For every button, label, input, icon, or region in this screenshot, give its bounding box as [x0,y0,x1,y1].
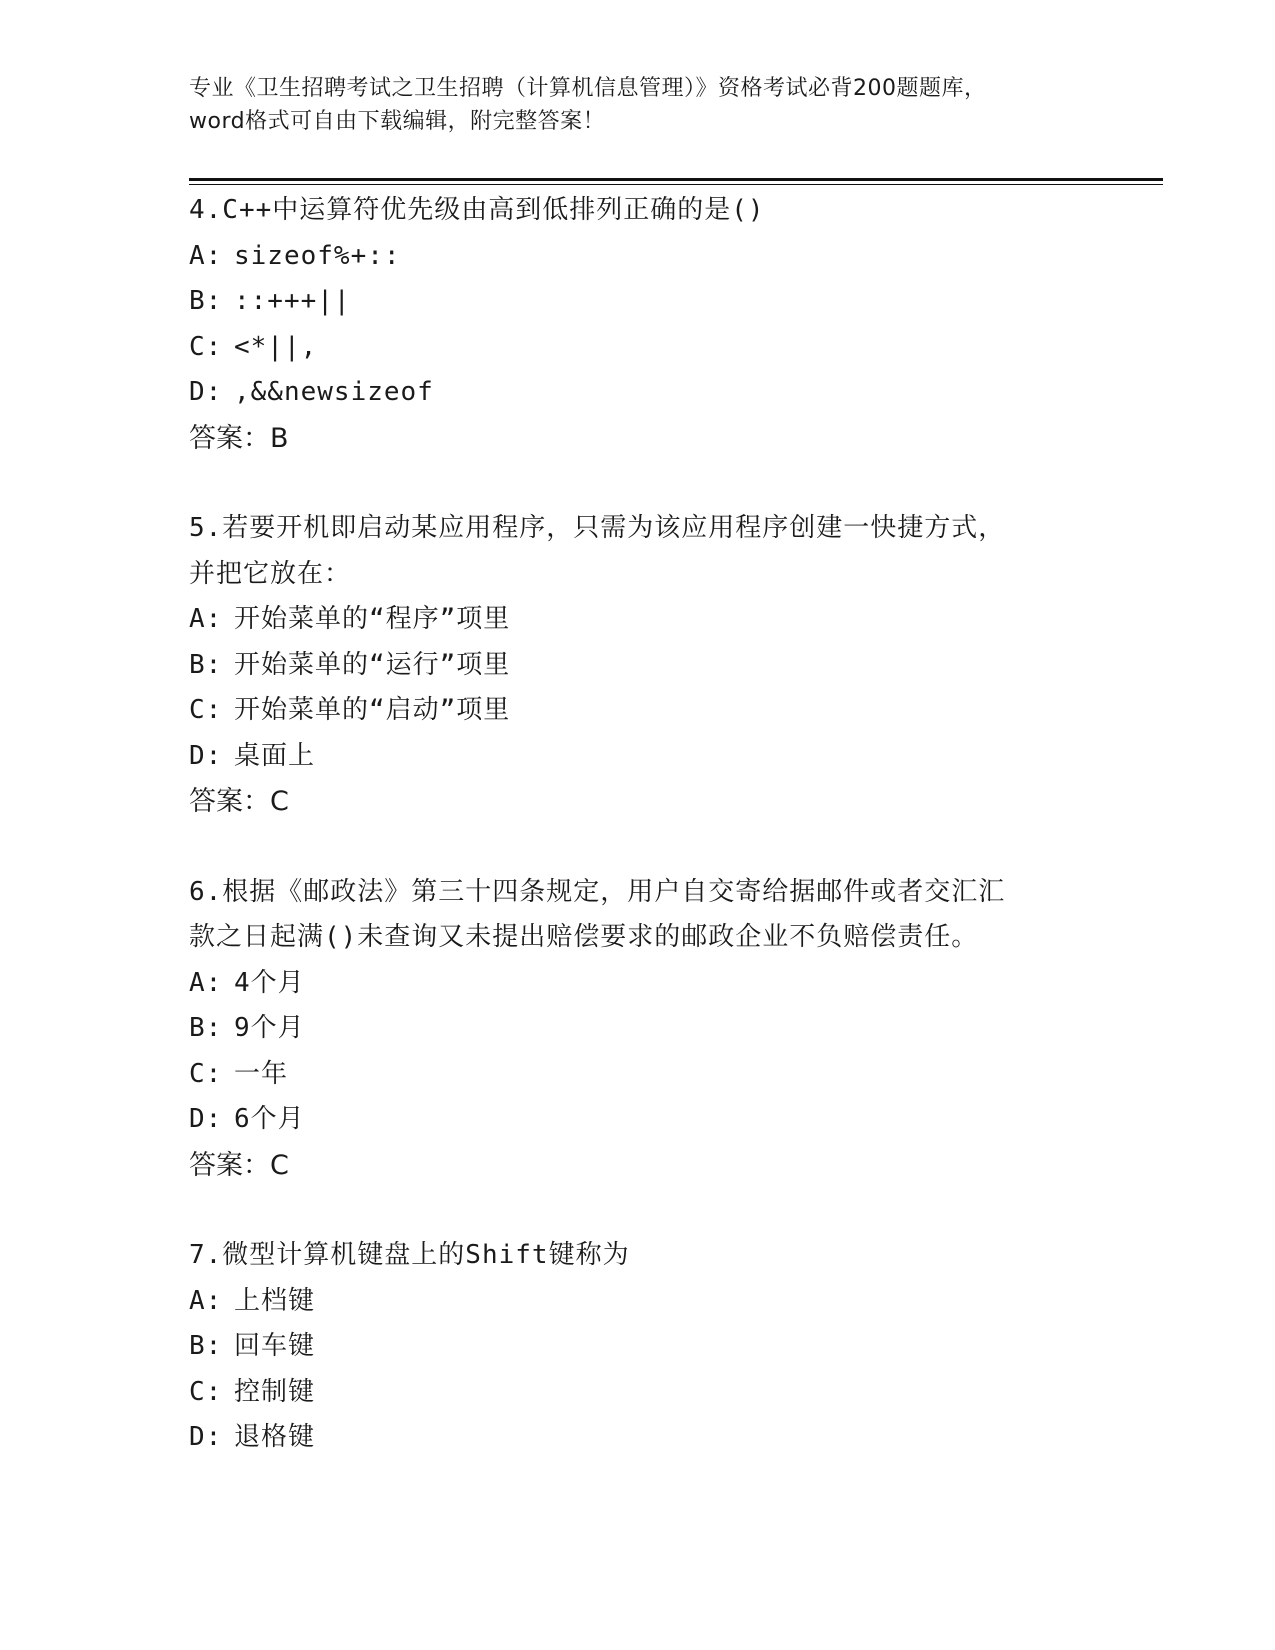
option-text: 9个月 [234,1013,305,1043]
option-text: 回车键 [234,1331,316,1361]
option-text: 桌面上 [234,740,316,771]
option-letter: A: [189,1285,223,1316]
question-stem: 6.根据《邮政法》第三十四条规定，用户自交寄给据邮件或者交汇汇 [189,876,1006,907]
question-stem: 4.C++中运算符优先级由高到低排列正确的是() [189,195,765,225]
question-stem: 7.微型计算机键盘上的Shift键称为 [189,1240,630,1270]
spacer [189,461,1089,506]
option-letter: A: [189,604,223,634]
option-letter: B: [189,1013,223,1043]
option-c [189,1370,1089,1416]
option-b [189,1324,1089,1370]
option-letter: B: [189,286,223,316]
option-text: 开始菜单的“启动”项里 [234,695,511,725]
option-letter: D: [189,1422,223,1452]
header-line-1: 专业《卫生招聘考试之卫生招聘（计算机信息管理）》资格考试必背200题题库， [189,76,987,101]
option-text: ::+++|| [234,286,351,316]
option-b [189,1006,1089,1052]
option-d [189,370,1089,416]
option-letter: A: [189,240,223,271]
option-d [189,1097,1089,1143]
question-6 [189,870,1089,1189]
spacer [189,825,1089,870]
option-a [189,961,1089,1007]
header-divider-thin [189,184,1163,185]
option-letter: B: [189,649,223,680]
option-c [189,688,1089,734]
option-letter: C: [189,1376,223,1407]
option-text: 6个月 [234,1104,305,1134]
option-b [189,279,1089,325]
option-text: 退格键 [234,1422,316,1452]
answer-label: 答案：B [189,422,289,454]
option-text: 开始菜单的“程序”项里 [234,604,511,634]
spacer [189,1188,1089,1233]
answer-label: 答案：C [189,786,289,817]
question-stem-continued: 款之日起满()未查询又未提出赔偿要求的邮政企业不负赔偿责任。 [189,922,979,952]
question-5 [189,506,1089,825]
option-a [189,234,1089,280]
option-a [189,1279,1089,1325]
option-d [189,1415,1089,1461]
document-header [189,72,1089,138]
answer-label: 答案：C [189,1149,289,1181]
question-stem: 5.若要开机即启动某应用程序，只需为该应用程序创建一快捷方式， [189,513,1006,543]
question-list [189,188,1089,1461]
header-line-2: word格式可自由下载编辑，附完整答案！ [189,109,606,134]
question-stem-continued: 并把它放在： [189,558,352,589]
option-c [189,1052,1089,1098]
option-letter: D: [189,1104,223,1134]
option-c [189,325,1089,371]
option-text: <*||, [234,331,318,362]
option-text: 控制键 [234,1376,316,1407]
question-4 [189,188,1089,461]
option-b [189,643,1089,689]
option-text: 4个月 [234,967,305,998]
header-divider-thick [189,178,1163,181]
option-letter: C: [189,331,223,362]
option-letter: B: [189,1331,223,1361]
option-text: 上档键 [234,1285,316,1316]
question-7 [189,1233,1089,1461]
option-letter: C: [189,695,223,725]
option-letter: D: [189,740,223,771]
option-a [189,597,1089,643]
option-letter: C: [189,1058,223,1089]
option-text: 开始菜单的“运行”项里 [234,649,511,680]
option-text: 一年 [234,1058,289,1089]
option-letter: A: [189,967,223,998]
option-text: ,&&newsizeof [234,377,434,407]
option-letter: D: [189,377,223,407]
option-text: sizeof%+:: [234,240,401,271]
option-d [189,734,1089,780]
